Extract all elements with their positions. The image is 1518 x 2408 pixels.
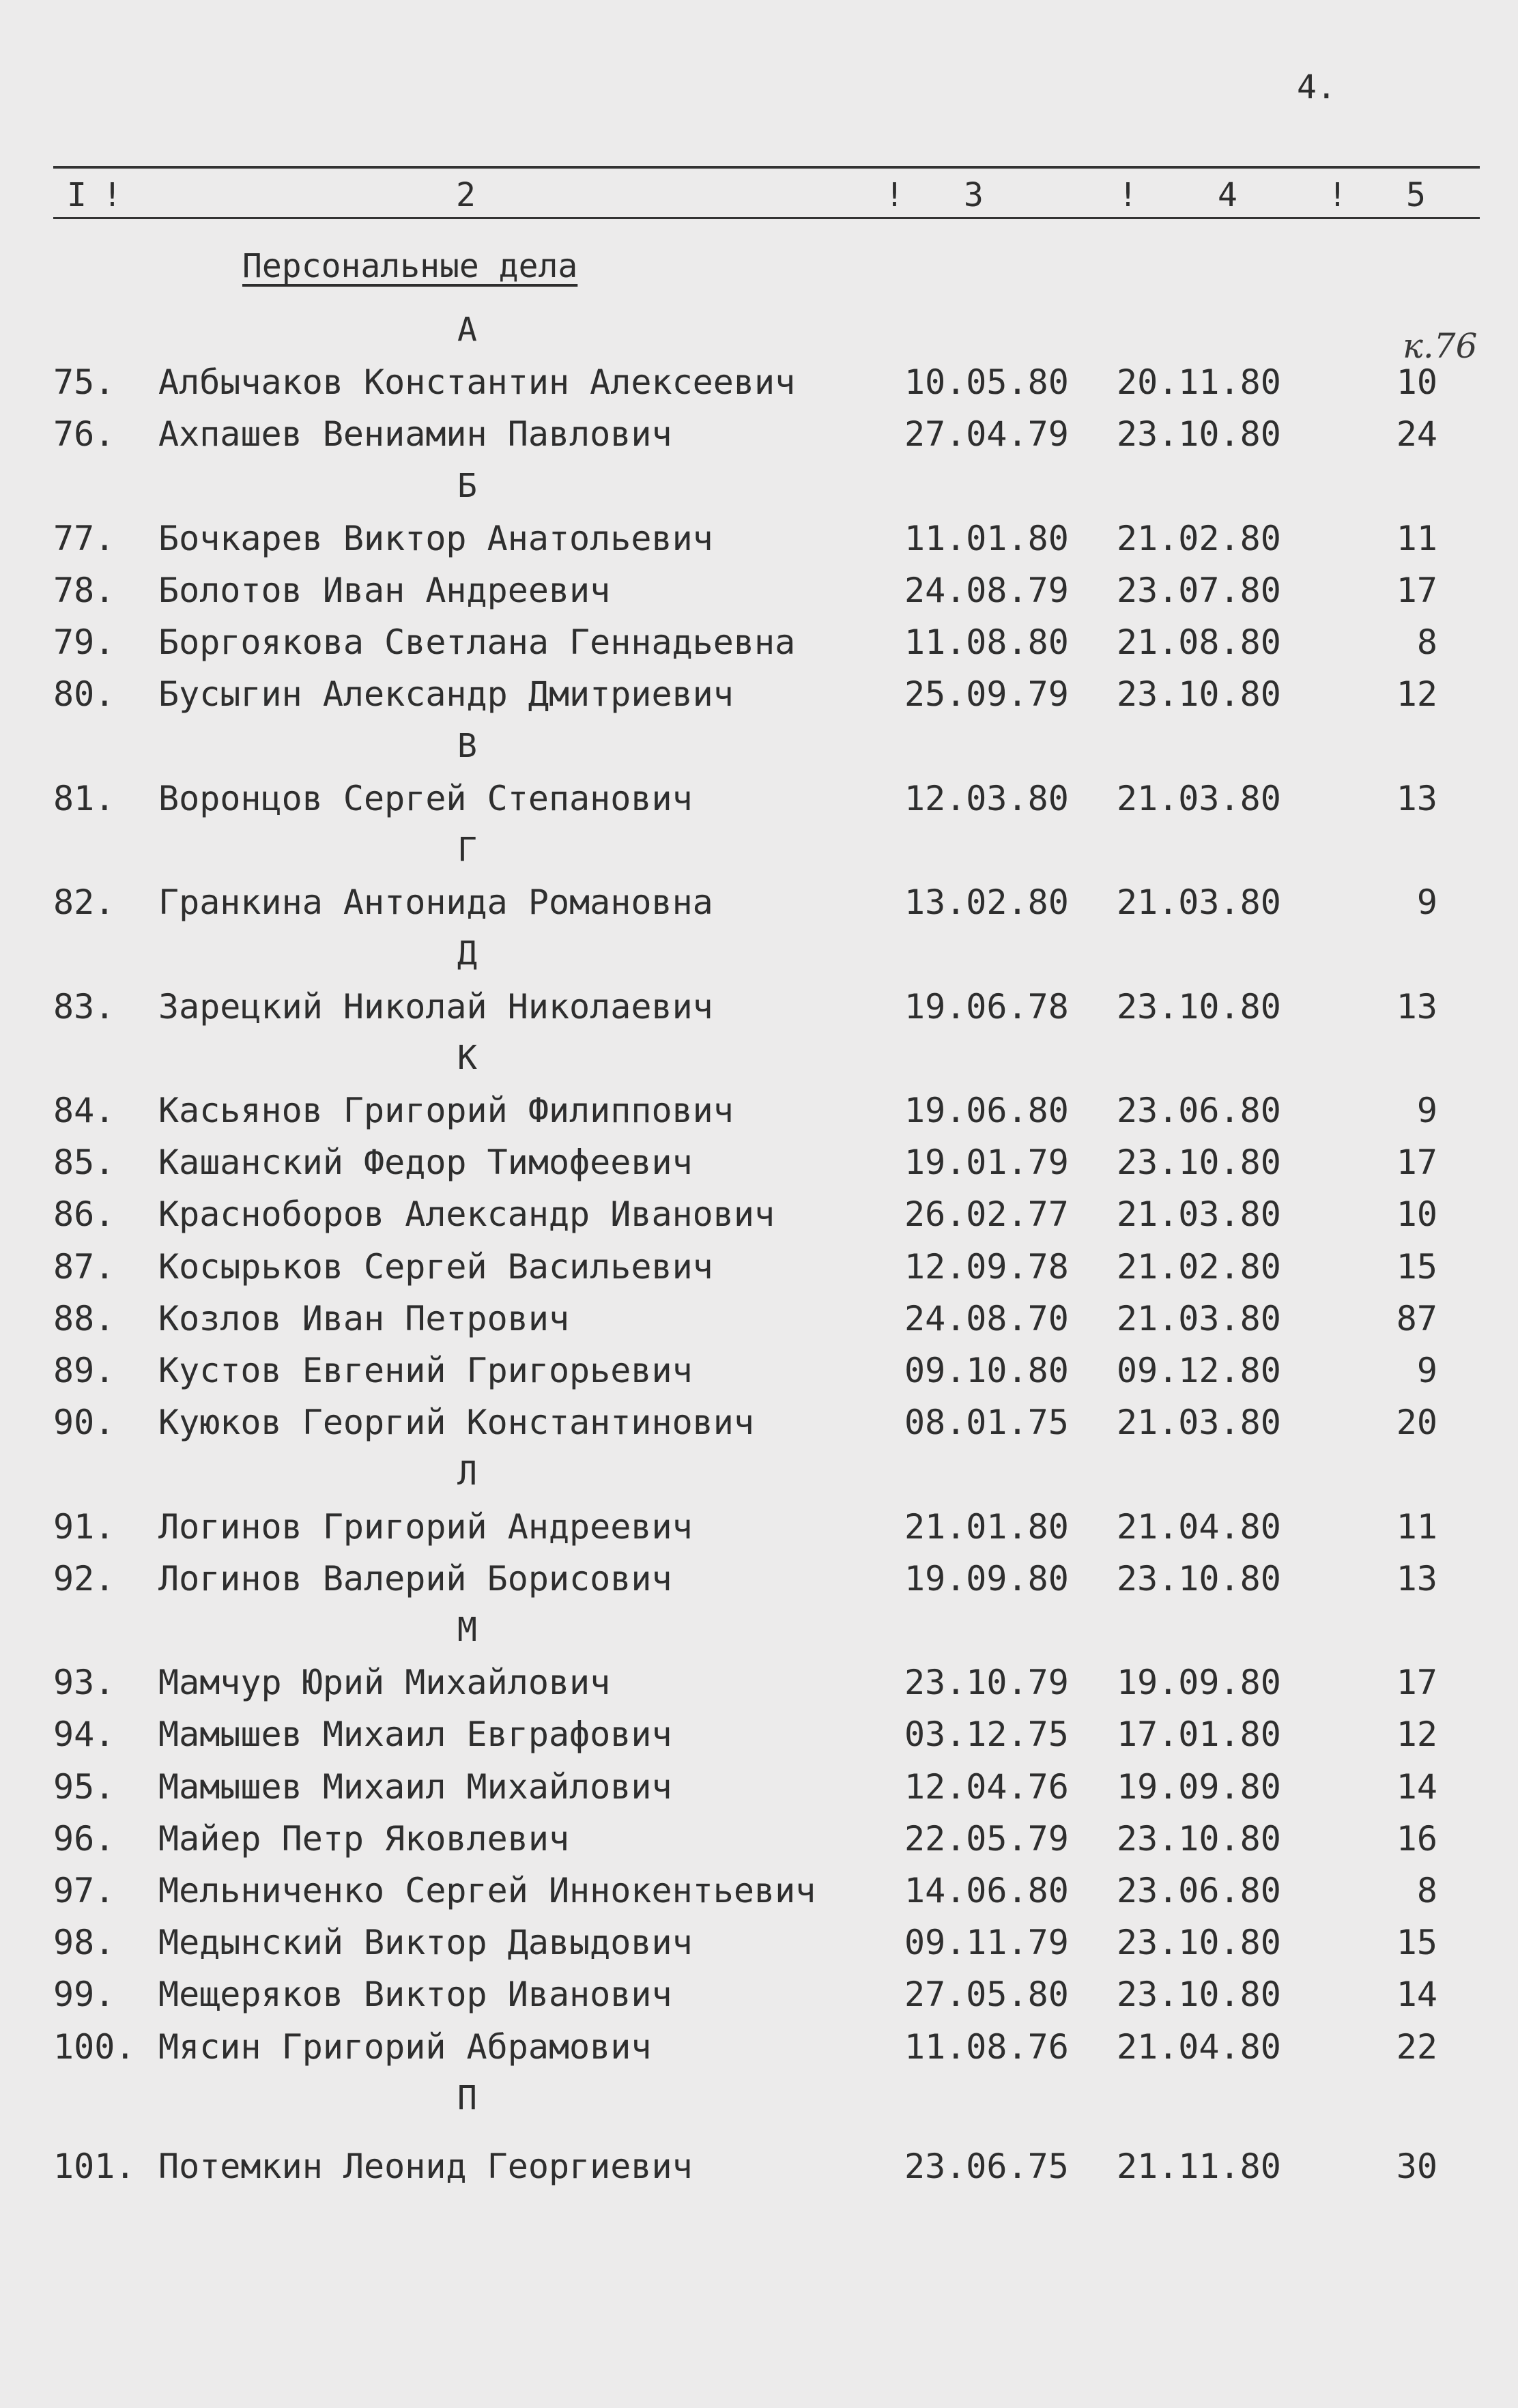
- end-date: 23.10.80: [1117, 1975, 1281, 2015]
- person-name: Бочкарев Виктор Анатольевич: [158, 518, 713, 558]
- end-date: 21.03.80: [1117, 1194, 1281, 1235]
- end-date: 23.07.80: [1117, 571, 1281, 610]
- end-date: 21.02.80: [1117, 1246, 1281, 1287]
- row-number: 83.: [53, 986, 115, 1027]
- end-date: 23.10.80: [1117, 1143, 1281, 1183]
- header-col-3: 3: [964, 176, 984, 214]
- person-name: Мамчур Юрий Михайлович: [158, 1663, 611, 1703]
- row-number: 82.: [53, 883, 115, 923]
- sheet-count: 13: [1396, 778, 1437, 818]
- sheet-count: 10: [1396, 1194, 1437, 1235]
- table-top-rule: [53, 166, 1480, 169]
- end-date: 23.10.80: [1117, 1923, 1281, 1963]
- table-row: [0, 519, 1518, 560]
- table-row: [0, 1559, 1518, 1600]
- table-row: [0, 779, 1518, 820]
- person-name: Майер Петр Яковлевич: [158, 1818, 570, 1859]
- end-date: 23.06.80: [1117, 1871, 1281, 1910]
- table-row: [0, 1194, 1518, 1235]
- row-number: 99.: [53, 1975, 115, 2015]
- end-date: 21.08.80: [1117, 622, 1281, 663]
- sheet-count: 9: [1416, 883, 1437, 923]
- person-name: Логинов Валерий Борисович: [158, 1558, 672, 1599]
- table-header-rule: [53, 217, 1480, 219]
- start-date: 12.09.78: [904, 1246, 1069, 1287]
- sheet-count: 11: [1396, 518, 1437, 558]
- row-number: 96.: [53, 1818, 115, 1859]
- row-number: 85.: [53, 1143, 115, 1183]
- person-name: Косырьков Сергей Васильевич: [158, 1246, 713, 1287]
- header-separator: !: [885, 176, 904, 214]
- section-letter: Д: [457, 934, 477, 973]
- row-number: 88.: [53, 1298, 115, 1338]
- header-col-5: 5: [1406, 176, 1426, 214]
- start-date: 14.06.80: [904, 1871, 1069, 1910]
- start-date: 19.01.79: [904, 1143, 1069, 1183]
- start-date: 12.04.76: [904, 1766, 1069, 1807]
- section-letter: А: [457, 311, 477, 349]
- section-letter: М: [457, 1611, 477, 1649]
- table-row: [0, 362, 1518, 403]
- row-number: 84.: [53, 1091, 115, 1130]
- sheet-count: 8: [1416, 622, 1437, 663]
- table-row: [0, 987, 1518, 1028]
- row-number: 101.: [53, 2146, 136, 2186]
- table-row: [0, 1975, 1518, 2016]
- end-date: 21.03.80: [1117, 778, 1281, 818]
- sheet-count: 10: [1396, 362, 1437, 403]
- table-row: [0, 1091, 1518, 1132]
- start-date: 09.11.79: [904, 1923, 1069, 1963]
- table-row: [0, 1403, 1518, 1444]
- row-number: 76.: [53, 414, 115, 455]
- section-letter: Б: [457, 466, 477, 505]
- end-date: 23.06.80: [1117, 1091, 1281, 1130]
- person-name: Воронцов Сергей Степанович: [158, 778, 693, 818]
- sheet-count: 15: [1396, 1923, 1437, 1963]
- person-name: Албычаков Константин Алексеевич: [158, 362, 796, 403]
- end-date: 21.02.80: [1117, 518, 1281, 558]
- person-name: Мамышев Михаил Михайлович: [158, 1766, 672, 1807]
- sheet-count: 13: [1396, 1558, 1437, 1599]
- start-date: 11.08.80: [904, 622, 1069, 663]
- table-row: [0, 1767, 1518, 1808]
- person-name: Куюков Георгий Константинович: [158, 1403, 754, 1443]
- person-name: Гранкина Антонида Романовна: [158, 883, 713, 923]
- header-separator: !: [1328, 176, 1347, 214]
- start-date: 12.03.80: [904, 778, 1069, 818]
- end-date: 21.04.80: [1117, 1506, 1281, 1547]
- sheet-count: 17: [1396, 571, 1437, 610]
- table-row: [0, 1299, 1518, 1340]
- end-date: 23.10.80: [1117, 1818, 1281, 1859]
- table-row: [0, 1351, 1518, 1392]
- sheet-count: 9: [1416, 1091, 1437, 1130]
- end-date: 21.04.80: [1117, 2026, 1281, 2067]
- row-number: 92.: [53, 1558, 115, 1599]
- sheet-count: 12: [1396, 674, 1437, 715]
- end-date: 21.03.80: [1117, 1403, 1281, 1443]
- table-row: [0, 1247, 1518, 1288]
- header-col-1: I: [67, 176, 87, 214]
- start-date: 10.05.80: [904, 362, 1069, 403]
- end-date: 21.03.80: [1117, 1298, 1281, 1338]
- sheet-count: 12: [1396, 1715, 1437, 1755]
- person-name: Козлов Иван Петрович: [158, 1298, 570, 1338]
- person-name: Медынский Виктор Давыдович: [158, 1923, 693, 1963]
- table-row: [0, 1143, 1518, 1184]
- section-letter: П: [457, 2078, 477, 2117]
- end-date: 21.11.80: [1117, 2146, 1281, 2186]
- start-date: 23.10.79: [904, 1663, 1069, 1703]
- table-row: [0, 883, 1518, 923]
- sheet-count: 14: [1396, 1975, 1437, 2015]
- table-row: [0, 622, 1518, 663]
- end-date: 17.01.80: [1117, 1715, 1281, 1755]
- end-date: 19.09.80: [1117, 1663, 1281, 1703]
- sheet-count: 15: [1396, 1246, 1437, 1287]
- table-row: [0, 2147, 1518, 2188]
- start-date: 03.12.75: [904, 1715, 1069, 1755]
- person-name: Мамышев Михаил Евграфович: [158, 1715, 672, 1755]
- section-title: Персональные дела: [242, 247, 578, 285]
- sheet-count: 22: [1396, 2026, 1437, 2067]
- sheet-count: 16: [1396, 1818, 1437, 1859]
- table-row: [0, 414, 1518, 455]
- section-letter: В: [457, 726, 477, 765]
- start-date: 24.08.70: [904, 1298, 1069, 1338]
- table-row: [0, 1871, 1518, 1912]
- person-name: Красноборов Александр Иванович: [158, 1194, 775, 1235]
- handwritten-note: к.76: [1403, 326, 1478, 366]
- end-date: 23.10.80: [1117, 414, 1281, 455]
- start-date: 11.01.80: [904, 518, 1069, 558]
- start-date: 24.08.79: [904, 571, 1069, 610]
- person-name: Ахпашев Вениамин Павлович: [158, 414, 672, 455]
- table-row: [0, 1715, 1518, 1755]
- header-col-4: 4: [1218, 176, 1237, 214]
- row-number: 91.: [53, 1506, 115, 1547]
- start-date: 09.10.80: [904, 1351, 1069, 1390]
- start-date: 22.05.79: [904, 1818, 1069, 1859]
- sheet-count: 8: [1416, 1871, 1437, 1910]
- section-letter: К: [457, 1038, 477, 1077]
- person-name: Болотов Иван Андреевич: [158, 571, 611, 610]
- person-name: Кашанский Федор Тимофеевич: [158, 1143, 693, 1183]
- table-row: [0, 1819, 1518, 1860]
- person-name: Мещеряков Виктор Иванович: [158, 1975, 672, 2015]
- end-date: 23.10.80: [1117, 674, 1281, 715]
- sheet-count: 30: [1396, 2146, 1437, 2186]
- table-row: [0, 1923, 1518, 1964]
- sheet-count: 13: [1396, 986, 1437, 1027]
- sheet-count: 20: [1396, 1403, 1437, 1443]
- sheet-count: 17: [1396, 1663, 1437, 1703]
- start-date: 23.06.75: [904, 2146, 1069, 2186]
- header-separator: !: [102, 176, 122, 214]
- start-date: 27.05.80: [904, 1975, 1069, 2015]
- person-name: Логинов Григорий Андреевич: [158, 1506, 693, 1547]
- section-letter: Л: [457, 1454, 477, 1493]
- start-date: 25.09.79: [904, 674, 1069, 715]
- row-number: 97.: [53, 1871, 115, 1910]
- start-date: 19.06.80: [904, 1091, 1069, 1130]
- person-name: Мясин Григорий Абрамович: [158, 2026, 652, 2067]
- person-name: Потемкин Леонид Георгиевич: [158, 2146, 693, 2186]
- end-date: 20.11.80: [1117, 362, 1281, 403]
- end-date: 21.03.80: [1117, 883, 1281, 923]
- start-date: 27.04.79: [904, 414, 1069, 455]
- start-date: 19.06.78: [904, 986, 1069, 1027]
- table-row: [0, 571, 1518, 612]
- header-separator: !: [1118, 176, 1138, 214]
- start-date: 11.08.76: [904, 2026, 1069, 2067]
- row-number: 93.: [53, 1663, 115, 1703]
- row-number: 80.: [53, 674, 115, 715]
- sheet-count: 17: [1396, 1143, 1437, 1183]
- person-name: Мельниченко Сергей Иннокентьевич: [158, 1871, 816, 1910]
- start-date: 26.02.77: [904, 1194, 1069, 1235]
- person-name: Бусыгин Александр Дмитриевич: [158, 674, 734, 715]
- table-row: [0, 1663, 1518, 1704]
- sheet-count: 87: [1396, 1298, 1437, 1338]
- person-name: Боргоякова Светлана Геннадьевна: [158, 622, 796, 663]
- sheet-count: 24: [1396, 414, 1437, 455]
- row-number: 100.: [53, 2026, 136, 2067]
- row-number: 79.: [53, 622, 115, 663]
- end-date: 09.12.80: [1117, 1351, 1281, 1390]
- sheet-count: 9: [1416, 1351, 1437, 1390]
- row-number: 77.: [53, 518, 115, 558]
- row-number: 81.: [53, 778, 115, 818]
- end-date: 23.10.80: [1117, 1558, 1281, 1599]
- row-number: 89.: [53, 1351, 115, 1390]
- row-number: 87.: [53, 1246, 115, 1287]
- person-name: Кустов Евгений Григорьевич: [158, 1351, 693, 1390]
- section-letter: Г: [457, 831, 477, 869]
- row-number: 95.: [53, 1766, 115, 1807]
- table-row: [0, 1507, 1518, 1548]
- table-row: [0, 2027, 1518, 2068]
- person-name: Касьянов Григорий Филиппович: [158, 1091, 734, 1130]
- end-date: 23.10.80: [1117, 986, 1281, 1027]
- row-number: 86.: [53, 1194, 115, 1235]
- start-date: 08.01.75: [904, 1403, 1069, 1443]
- start-date: 21.01.80: [904, 1506, 1069, 1547]
- header-col-2: 2: [456, 176, 476, 214]
- row-number: 75.: [53, 362, 115, 403]
- end-date: 19.09.80: [1117, 1766, 1281, 1807]
- row-number: 90.: [53, 1403, 115, 1443]
- table-row: [0, 674, 1518, 715]
- row-number: 94.: [53, 1715, 115, 1755]
- start-date: 19.09.80: [904, 1558, 1069, 1599]
- row-number: 98.: [53, 1923, 115, 1963]
- row-number: 78.: [53, 571, 115, 610]
- person-name: Зарецкий Николай Николаевич: [158, 986, 713, 1027]
- page-number: 4.: [1297, 68, 1336, 106]
- start-date: 13.02.80: [904, 883, 1069, 923]
- sheet-count: 11: [1396, 1506, 1437, 1547]
- sheet-count: 14: [1396, 1766, 1437, 1807]
